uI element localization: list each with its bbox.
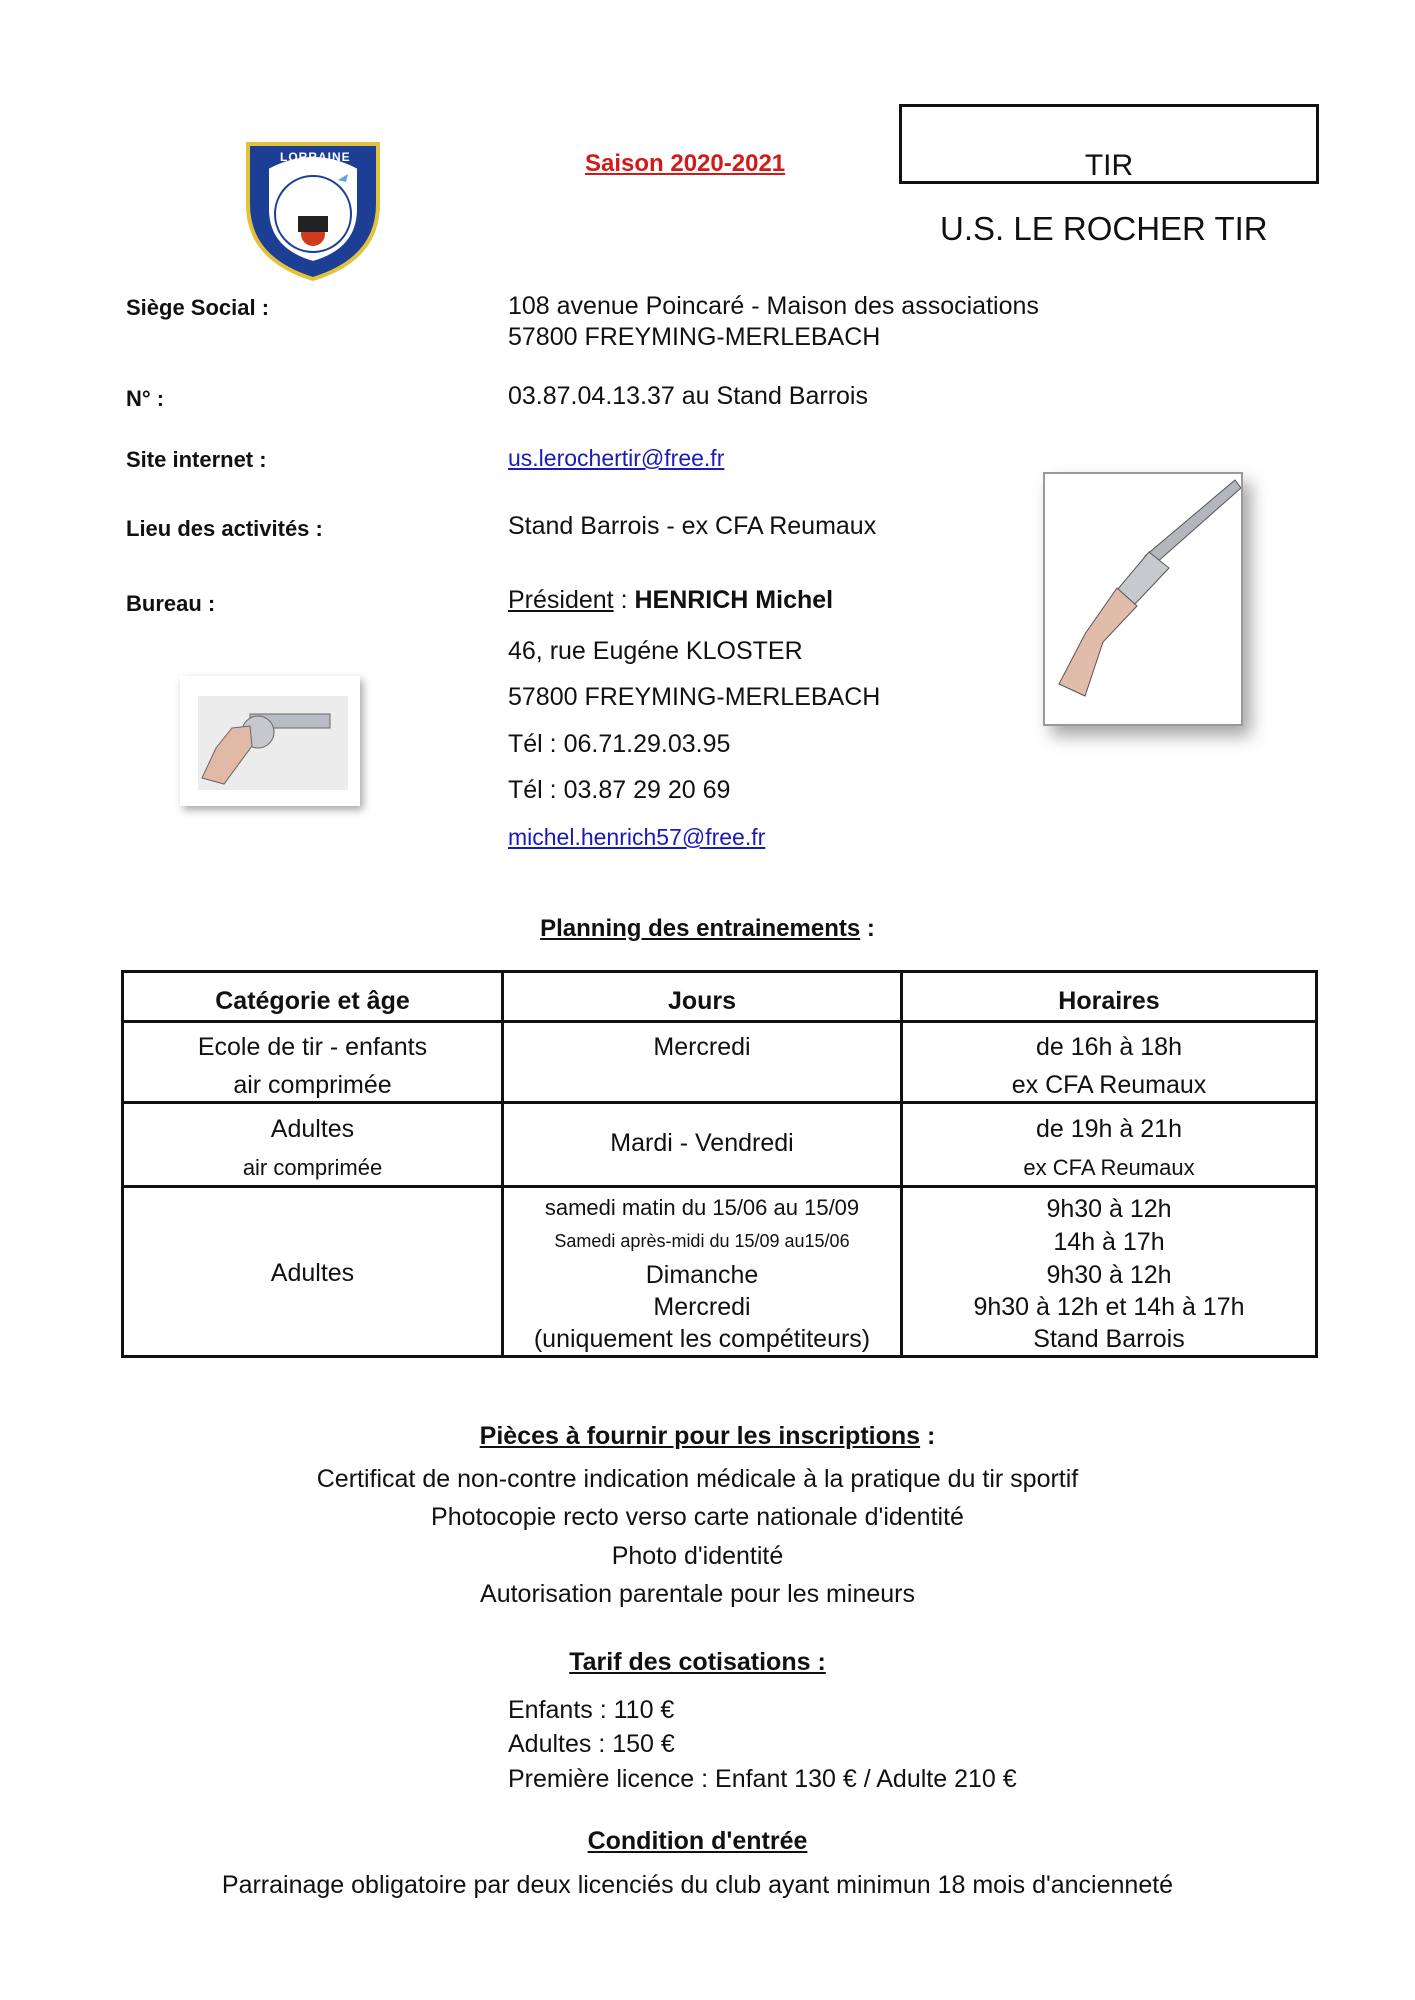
pieces-title-text: Pièces à fournir pour les inscriptions — [479, 1422, 921, 1450]
pieces-item: Photocopie recto verso carte nationale d'identité — [431, 1503, 964, 1531]
num-label: N° : — [126, 386, 165, 411]
row3-h4: 9h30 à 12h et 14h à 17h — [973, 1293, 1245, 1321]
title-box — [899, 104, 1319, 184]
tarif-enfants: Enfants : 110 € — [508, 1696, 675, 1724]
row3-h2: 14h à 17h — [1053, 1228, 1165, 1256]
planning-table — [121, 970, 1318, 1358]
row1-cat2: air comprimée — [233, 1071, 392, 1099]
header-horaires: Horaires — [1058, 987, 1160, 1015]
revolver-icon — [180, 676, 360, 806]
header-jours: Jours — [667, 987, 737, 1015]
planning-title-text: Planning des entrainements — [540, 915, 861, 942]
row3-h3: 9h30 à 12h — [1046, 1261, 1172, 1289]
president-addr1: 46, rue Eugéne KLOSTER — [508, 637, 803, 665]
season-label: Saison 2020-2021 — [585, 150, 786, 177]
logo-text: LORRAINE — [280, 150, 351, 164]
pieces-item: Certificat de non-contre indication médicale à la pratique du tir sportif — [316, 1465, 1079, 1493]
siege-line1: 108 avenue Poincaré - Maison des associations — [508, 292, 1039, 320]
row3-j5: (uniquement les compétiteurs) — [533, 1325, 871, 1353]
box-title: TIR — [1084, 149, 1134, 182]
row2-jours: Mardi - Vendredi — [610, 1129, 794, 1157]
pieces-item: Autorisation parentale pour les mineurs — [480, 1580, 915, 1608]
president-tel1: Tél : 06.71.29.03.95 — [508, 730, 731, 758]
tarif-premiere: Première licence : Enfant 130 € / Adulte 210 € — [508, 1765, 1017, 1793]
row3-h5: Stand Barrois — [1033, 1325, 1185, 1353]
president-role: Président — [508, 586, 614, 614]
row1-jours: Mercredi — [653, 1033, 751, 1061]
num-value: 03.87.04.13.37 au Stand Barrois — [508, 382, 868, 410]
revolver-image — [180, 676, 360, 806]
president-tel2: Tél : 03.87 29 20 69 — [508, 776, 731, 804]
site-link[interactable]: us.lerochertir@free.fr — [508, 445, 725, 471]
lieu-value: Stand Barrois - ex CFA Reumaux — [508, 512, 877, 540]
club-logo — [240, 134, 386, 282]
planning-title — [0, 915, 1415, 943]
row2-cat1: Adultes — [270, 1115, 355, 1143]
rifle-icon — [1045, 474, 1241, 724]
row2-cat2: air comprimée — [242, 1155, 383, 1180]
table-divider — [124, 1020, 1315, 1023]
table-divider — [124, 1101, 1315, 1104]
president-email[interactable]: michel.henrich57@free.fr — [508, 824, 766, 850]
condition-title: Condition d'entrée — [587, 1827, 808, 1855]
row3-j1: samedi matin du 15/06 au 15/09 — [544, 1195, 860, 1220]
row3-j2: Samedi après-midi du 15/09 au15/06 — [554, 1231, 850, 1251]
row3-j3: Dimanche — [645, 1261, 759, 1289]
lieu-label: Lieu des activités : — [126, 516, 323, 541]
header-categorie: Catégorie et âge — [215, 987, 410, 1015]
president-line — [508, 585, 833, 616]
row3-h1: 9h30 à 12h — [1046, 1195, 1172, 1223]
row2-hor1: de 19h à 21h — [1036, 1115, 1182, 1143]
club-name: U.S. LE ROCHER TIR — [940, 210, 1268, 247]
row2-hor2: ex CFA Reumaux — [1023, 1155, 1195, 1180]
bureau-label: Bureau : — [126, 591, 216, 616]
pieces-item: Photo d'identité — [611, 1542, 784, 1570]
row1-cat1: Ecole de tir - enfants — [197, 1033, 428, 1061]
row3-cat: Adultes — [270, 1259, 355, 1287]
condition-text: Parrainage obligatoire par deux licenciés du club ayant minimun 18 mois d'ancienneté — [221, 1871, 1174, 1899]
site-label: Site internet : — [126, 447, 267, 472]
president-sep: : — [613, 586, 635, 614]
siege-label: Siège Social : — [126, 295, 270, 320]
tarif-adultes: Adultes : 150 € — [508, 1730, 675, 1758]
table-divider — [124, 1185, 1315, 1188]
row1-hor2: ex CFA Reumaux — [1011, 1071, 1207, 1099]
pieces-title — [0, 1422, 1415, 1451]
tarif-title: Tarif des cotisations : — [569, 1648, 826, 1676]
pieces-title-suffix: : — [920, 1422, 936, 1450]
president-name: HENRICH Michel — [634, 586, 834, 614]
rifle-image — [1043, 472, 1243, 726]
president-addr2: 57800 FREYMING-MERLEBACH — [508, 683, 881, 711]
row3-j4: Mercredi — [653, 1293, 751, 1321]
siege-line2: 57800 FREYMING-MERLEBACH — [508, 323, 881, 351]
planning-title-suffix: : — [860, 915, 875, 942]
row1-hor1: de 16h à 18h — [1036, 1033, 1182, 1061]
